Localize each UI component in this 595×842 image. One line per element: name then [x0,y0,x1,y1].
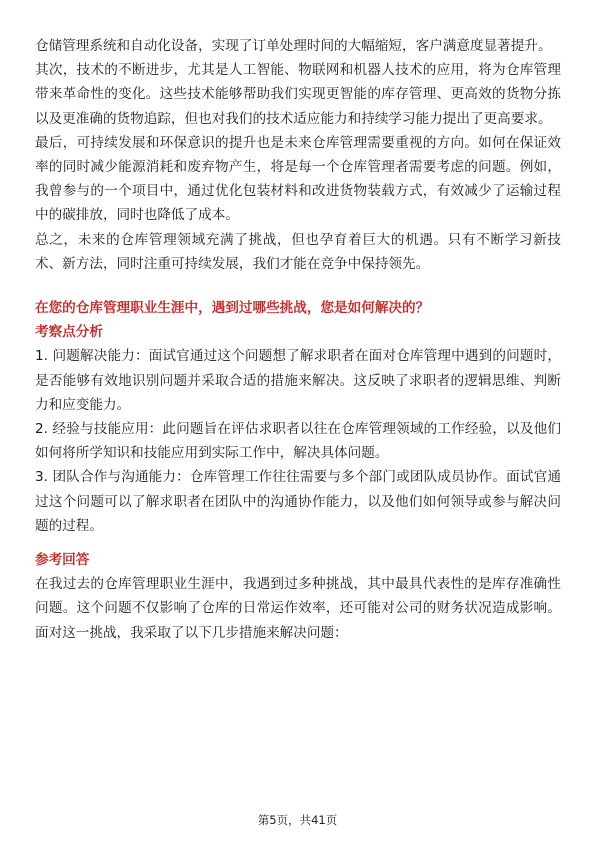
analysis-list [35,344,561,538]
interview-question: 在您的仓库管理职业生涯中，遇到过哪些挑战，您是如何解决的？ [35,300,430,317]
analysis-item: 2. 经验与技能应用：此问题旨在评估求职者以往在仓库管理领域的工作经验，以及他们如何将所学知识和技能应用到实际工作中，解决具体问题。 [35,421,561,462]
analysis-item: 3. 团队合作与沟通能力：仓库管理工作往往需要与多个部门或团队成员协作。面试官通过这个问题可以了解求职者在团队中的沟通协作能力，以及他们如何领导或参与解决问题的过程。 [35,469,561,534]
page-content [35,34,561,645]
analysis-heading: 考察点分析 [35,324,103,341]
reference-heading: 参考回答 [35,552,90,569]
body-paragraph: 其次，技术的不断进步，尤其是人工智能、物联网和机器人技术的应用，将为仓库管理带来革命性的变化。这些技术能够帮助我们实现更智能的库存管理、更高效的货物分拣以及更准确的货物追踪，但也对我们的技术适应能力和持续学习能力提出了更高要求。 [35,62,561,127]
page-number: 第5页，共41页 [257,813,338,827]
body-paragraph: 总之，未来的仓库管理领域充满了挑战，但也孕育着巨大的机遇。只有不断学习新技术、新方法，同时注重可持续发展，我们才能在竞争中保持领先。 [35,231,561,272]
analysis-item: 1. 问题解决能力：面试官通过这个问题想了解求职者在面对仓库管理中遇到的问题时，是否能够有效地识别问题并采取合适的措施来解决。这反映了求职者的逻辑思维、判断力和应变能力。 [35,348,561,413]
body-paragraph: 最后，可持续发展和环保意识的提升也是未来仓库管理需要重视的方向。如何在保证效率的同时减少能源消耗和废弃物产生，将是每一个仓库管理者需要考虑的问题。例如，我曾参与的一个项目中，通过优化包装材料和改进货物装载方式，有效减少了运输过程中的碳排放，同时也降低了成本。 [35,134,561,224]
reference-paragraph: 在我过去的仓库管理职业生涯中，我遇到过多种挑战，其中最具代表性的是库存准确性问题。这个问题不仅影响了仓库的日常运作效率，还可能对公司的财务状况造成影响。面对这一挑战，我采取了以下几步措施来解决问题： [35,576,561,641]
body-paragraph: 仓储管理系统和自动化设备，实现了订单处理时间的大幅缩短，客户满意度显著提升。 [35,38,552,54]
